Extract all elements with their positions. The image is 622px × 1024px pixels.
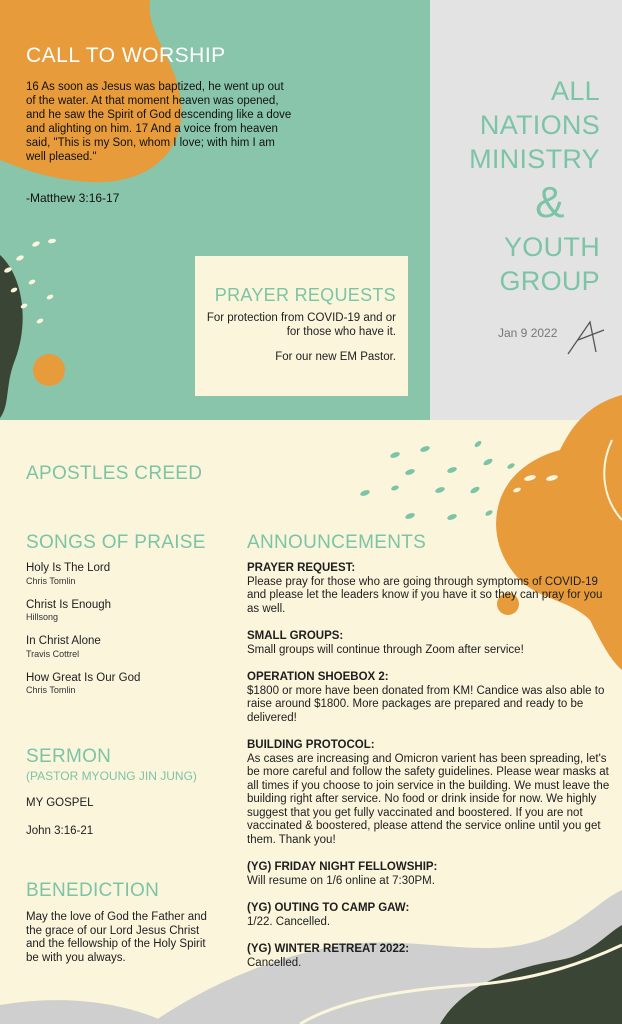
header-line-1: ALL	[551, 76, 600, 106]
announcement-body: 1/22. Cancelled.	[247, 915, 331, 928]
call-to-worship-reference: -Matthew 3:16-17	[26, 191, 120, 205]
announcements	[247, 532, 613, 984]
announcement-item	[247, 861, 613, 888]
song-title: Christ Is Enough	[26, 598, 112, 611]
sermon-title: SERMON	[26, 746, 112, 767]
announcement-body: Please pray for those who are going through symptoms of COVID-19 and please let the leaders know if you have it so they can pray for you as well.	[247, 575, 603, 615]
announcement-body: As cases are increasing and Omicron varient has been spreading, let's be more careful and follow the safety guidelines. Please wear masks at all times if you choose to join service in the building. We must leave the building right after service. No food or drink inside for now. We highly suggest that you get fully vaccinated and boostered. If you are not vaccinated & boostered, please attend the service online until you get them. Thank you!	[247, 752, 610, 846]
announcement-heading: (YG) OUTING TO CAMP GAW:	[247, 902, 410, 914]
sermon-topic: MY GOSPEL	[26, 797, 94, 809]
call-to-worship-verse: 16 As soon as Jesus was baptized, he went up out of the water. At that moment heaven was opened, and he saw the Spirit of God descending like a dove and alighting on him. 17 And a voice from heaven said, "This is my Son, whom I love; with him I am well pleased."	[26, 81, 292, 163]
announcement-heading: PRAYER REQUEST:	[247, 562, 356, 574]
announcement-item	[247, 671, 613, 725]
announcement-heading: SMALL GROUPS:	[247, 630, 344, 642]
song-item	[26, 672, 226, 696]
header-line-5: GROUP	[499, 266, 600, 296]
header-line-2: NATIONS	[479, 110, 600, 140]
sermon-pastor: (PASTOR MYOUNG JIN JUNG)	[26, 769, 197, 783]
announcement-body: Cancelled.	[247, 956, 302, 969]
announcements-title: ANNOUNCEMENTS	[247, 532, 427, 553]
song-item	[26, 562, 226, 586]
song-item	[26, 635, 226, 659]
song-artist: Travis Cottrel	[26, 648, 80, 659]
announcement-heading: BUILDING PROTOCOL:	[247, 739, 375, 751]
announcement-item	[247, 630, 613, 657]
prayer-request-item-2: For our new EM Pastor.	[275, 351, 396, 363]
announcement-body: Will resume on 1/6 online at 7:30PM.	[247, 874, 435, 887]
songs-title: SONGS OF PRAISE	[26, 532, 206, 553]
apostles-creed-title: APOSTLES CREED	[26, 463, 203, 484]
benediction-title: BENEDICTION	[26, 880, 160, 901]
announcement-item	[247, 562, 613, 616]
song-title: How Great Is Our God	[26, 671, 141, 684]
header-amp: &	[535, 178, 565, 227]
prayer-requests-title: PRAYER REQUESTS	[214, 285, 396, 305]
song-title: Holy Is The Lord	[26, 562, 111, 574]
announcement-heading: (YG) FRIDAY NIGHT FELLOWSHIP:	[247, 861, 438, 873]
song-artist: Chris Tomlin	[26, 575, 76, 586]
header-line-3: MINISTRY	[469, 144, 600, 174]
song-item	[26, 599, 226, 623]
prayer-request-item-1: For protection from COVID-19 and or for those who have it.	[206, 312, 396, 338]
announcement-item	[247, 739, 613, 847]
announcement-heading: OPERATION SHOEBOX 2:	[247, 671, 389, 683]
benediction-text: May the love of God the Father and the grace of our Lord Jesus Christ and the fellowship of the Holy Spirit be with you always.	[26, 911, 207, 964]
header-line-4: YOUTH	[504, 232, 600, 262]
header-date: Jan 9 2022	[498, 326, 558, 340]
song-title: In Christ Alone	[26, 635, 101, 647]
sermon-passage: John 3:16-21	[26, 824, 94, 837]
announcement-body: Small groups will continue through Zoom after service!	[247, 643, 524, 656]
call-to-worship-title: CALL TO WORSHIP	[26, 44, 226, 67]
songs-of-praise	[26, 532, 226, 695]
announcement-heading: (YG) WINTER RETREAT 2022:	[247, 943, 410, 955]
song-artist: Chris Tomlin	[26, 685, 76, 695]
announcement-item	[247, 943, 613, 970]
announcement-item	[247, 902, 613, 929]
announcement-body: $1800 or more have been donated from KM! Candice was also able to raise around $1800. More packages are prepared and ready to be delivered!	[247, 684, 605, 724]
sermon	[26, 746, 236, 838]
benediction	[26, 880, 211, 965]
song-artist: Hillsong	[26, 612, 59, 622]
